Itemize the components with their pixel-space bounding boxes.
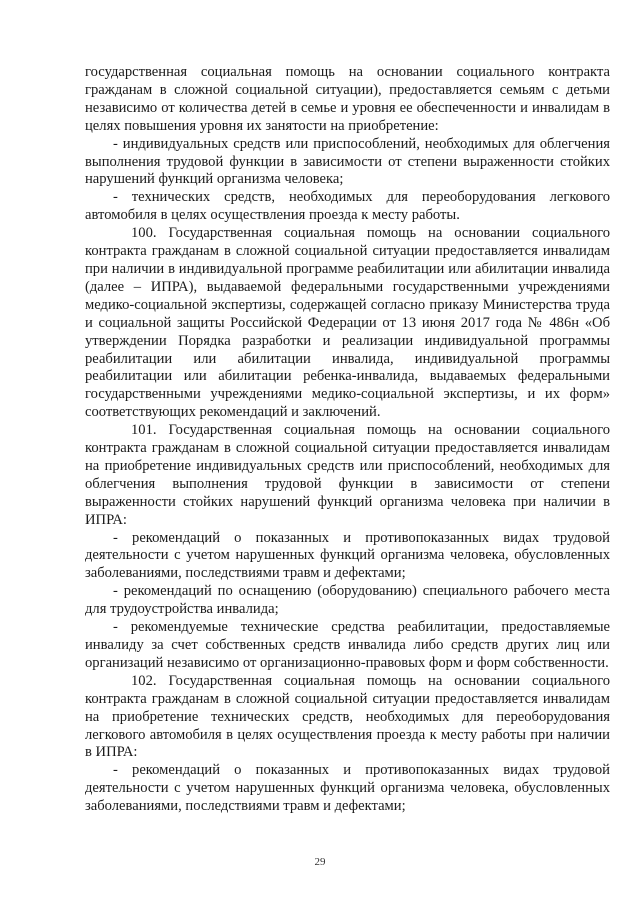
paragraph-p2: - технических средств, необходимых для переоборудования легкового автомобиля в целях осуществления проезда к месту работы.: [85, 189, 610, 224]
paragraph-p5: - рекомендаций о показанных и противопоказанных видах трудовой деятельности с учетом нарушенных функций организма человека, обусловленных заболеваниями, последствиями травм и дефектами;: [85, 529, 610, 582]
paragraph-p0: государственная социальная помощь на основании социального контракта гражданам в сложной социальной ситуации), предоставляется семьям с детьми независимо от количества детей в семье и уровня ее обеспеченности и инвалидам в целях повышения уровня их занятости на приобретение:: [85, 64, 610, 134]
paragraph-p1: - индивидуальных средств или приспособлений, необходимых для облегчения выполнения трудовой функции в зависимости от степени выраженности стойких нарушений функций организма человека;: [85, 135, 610, 188]
paragraph-p7: - рекомендуемые технические средства реабилитации, предоставляемые инвалиду за счет собственных средств инвалида либо средств других лиц или организаций независимо от организационно-правовых форм и форм собственности.: [85, 619, 610, 671]
paragraph-p9: - рекомендаций о показанных и противопоказанных видах трудовой деятельности с учетом нарушенных функций организма человека, обусловленных заболеваниями, последствиями травм и дефектами;: [85, 762, 610, 815]
paragraph-p3: 100. Государственная социальная помощь на основании социального контракта гражданам в сложной социальной ситуации предоставляется инвалидам при наличии в индивидуальной программе реабилитации или абилитации инвалида (далее – ИПРА), выдаваемой федеральными государственными учреждениями медико-социальной экспертизы, содержащей согласно приказу Министерства труда и социальной защиты Российской Федерации от 13 июня 2017 года № 486н «Об утверждении Порядка разработки и реализации индивидуальной программы реабилитации или абилитации инвалида, индивидуальной программы реабилитации или абилитации ребенка-инвалида, выдаваемых федеральными государственными учреждениями медико-социальной экспертизы, и их форм» соответствующих рекомендаций и заключений.: [85, 225, 610, 421]
page-number: 29: [314, 856, 326, 868]
paragraph-p6: - рекомендаций по оснащению (оборудованию) специального рабочего места для трудоустройства инвалида;: [85, 583, 610, 618]
document-body: [85, 64, 610, 816]
paragraph-p8: 102. Государственная социальная помощь на основании социального контракта гражданам в сложной социальной ситуации предоставляется инвалидам на приобретение технических средств, необходимых для переоборудования легкового автомобиля в целях осуществления проезда к месту работы при наличии в ИПРА:: [85, 672, 610, 761]
paragraph-p4: 101. Государственная социальная помощь на основании социального контракта гражданам в сложной социальной ситуации предоставляется инвалидам на приобретение индивидуальных средств или приспособлений, необходимых для облегчения выполнения трудовой функции в зависимости от степени выраженности стойких нарушений функций организма человека при наличии в ИПРА:: [85, 422, 610, 528]
